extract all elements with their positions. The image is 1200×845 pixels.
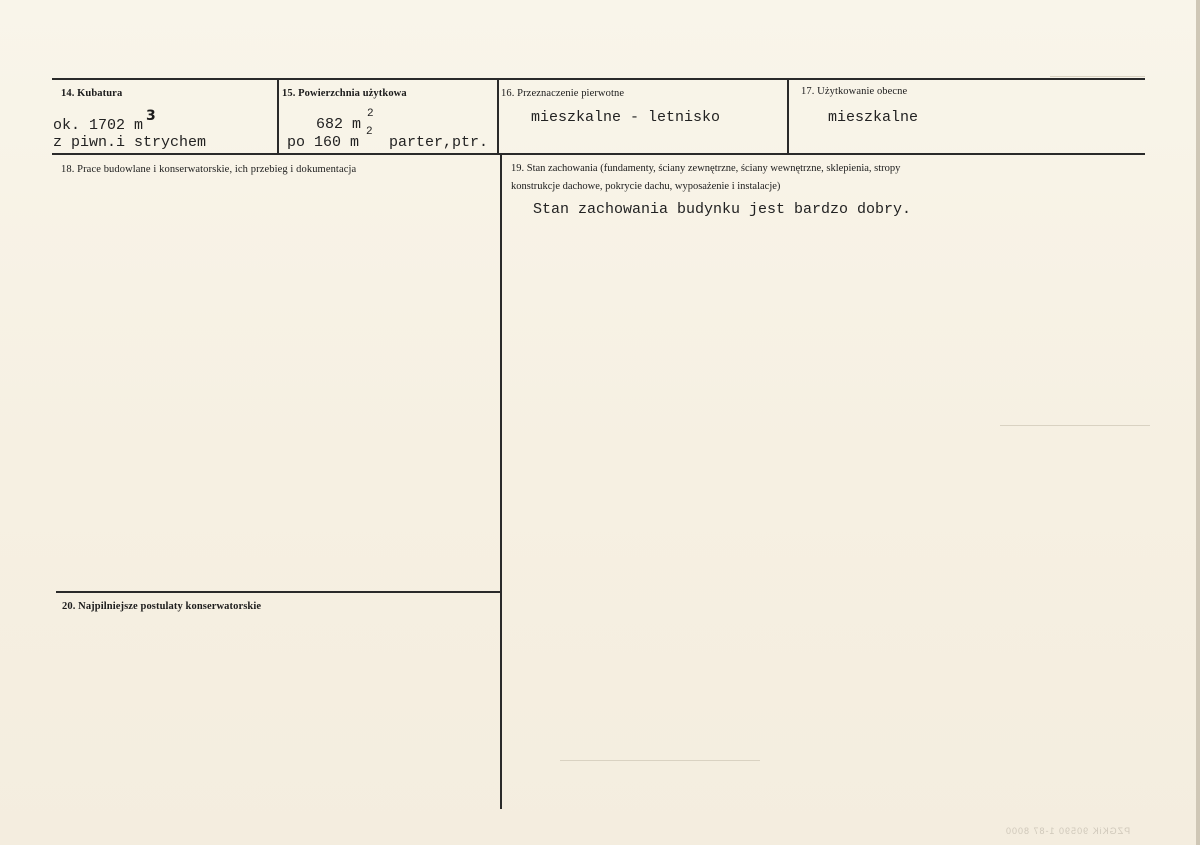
section-divider bbox=[56, 591, 500, 593]
field-14-value-line2: z piwn.i strychem bbox=[53, 134, 207, 151]
field-16-label: 16. Przeznaczenie pierwotne bbox=[501, 88, 625, 99]
bleed-through-mark bbox=[560, 760, 760, 761]
field-19-label bbox=[511, 160, 1121, 196]
bleed-through-mark bbox=[1050, 76, 1145, 77]
column-divider bbox=[787, 78, 789, 154]
printer-stamp: PZGKiK 90590 1-87 8000 bbox=[1005, 826, 1131, 836]
column-divider bbox=[277, 78, 279, 154]
field-19-label-line1: 19. Stan zachowania (fundamenty, ściany zewnętrzne, ściany wewnętrzne, sklepienia, stropy bbox=[511, 163, 901, 174]
field-14-label: 14. Kubatura bbox=[61, 88, 123, 99]
field-20-label: 20. Najpilniejsze postulaty konserwatorskie bbox=[62, 601, 262, 612]
field-14-value: ok. 1702 m bbox=[53, 117, 144, 134]
field-19-value: Stan zachowania budynku jest bardzo dobry. bbox=[533, 201, 912, 218]
field-15-value-line2-suffix: parter,ptr. bbox=[389, 134, 489, 151]
field-15-value-line2: po 160 m bbox=[287, 134, 360, 151]
field-15-value: 682 m bbox=[316, 116, 362, 133]
field-15-unit-superscript-2: 2 bbox=[366, 126, 373, 138]
form-top-rule bbox=[52, 78, 1145, 80]
field-17-label: 17. Użytkowanie obecne bbox=[801, 86, 908, 97]
field-15-label: 15. Powierzchnia użytkowa bbox=[282, 88, 407, 99]
bleed-through-mark bbox=[1000, 425, 1150, 426]
form-row-rule bbox=[52, 153, 1145, 155]
column-divider bbox=[500, 153, 502, 809]
field-17-value: mieszkalne bbox=[828, 109, 919, 126]
field-19-label-line2: konstrukcje dachowe, pokrycie dachu, wyposażenie i instalacje) bbox=[511, 181, 781, 192]
field-14-unit-superscript: 3 bbox=[146, 108, 156, 124]
field-16-value: mieszkalne - letnisko bbox=[531, 109, 721, 126]
field-15-unit-superscript: 2 bbox=[367, 108, 374, 120]
field-18-label: 18. Prace budowlane i konserwatorskie, ich przebieg i dokumentacja bbox=[61, 164, 357, 175]
page-edge bbox=[1196, 0, 1200, 845]
column-divider bbox=[497, 78, 499, 154]
